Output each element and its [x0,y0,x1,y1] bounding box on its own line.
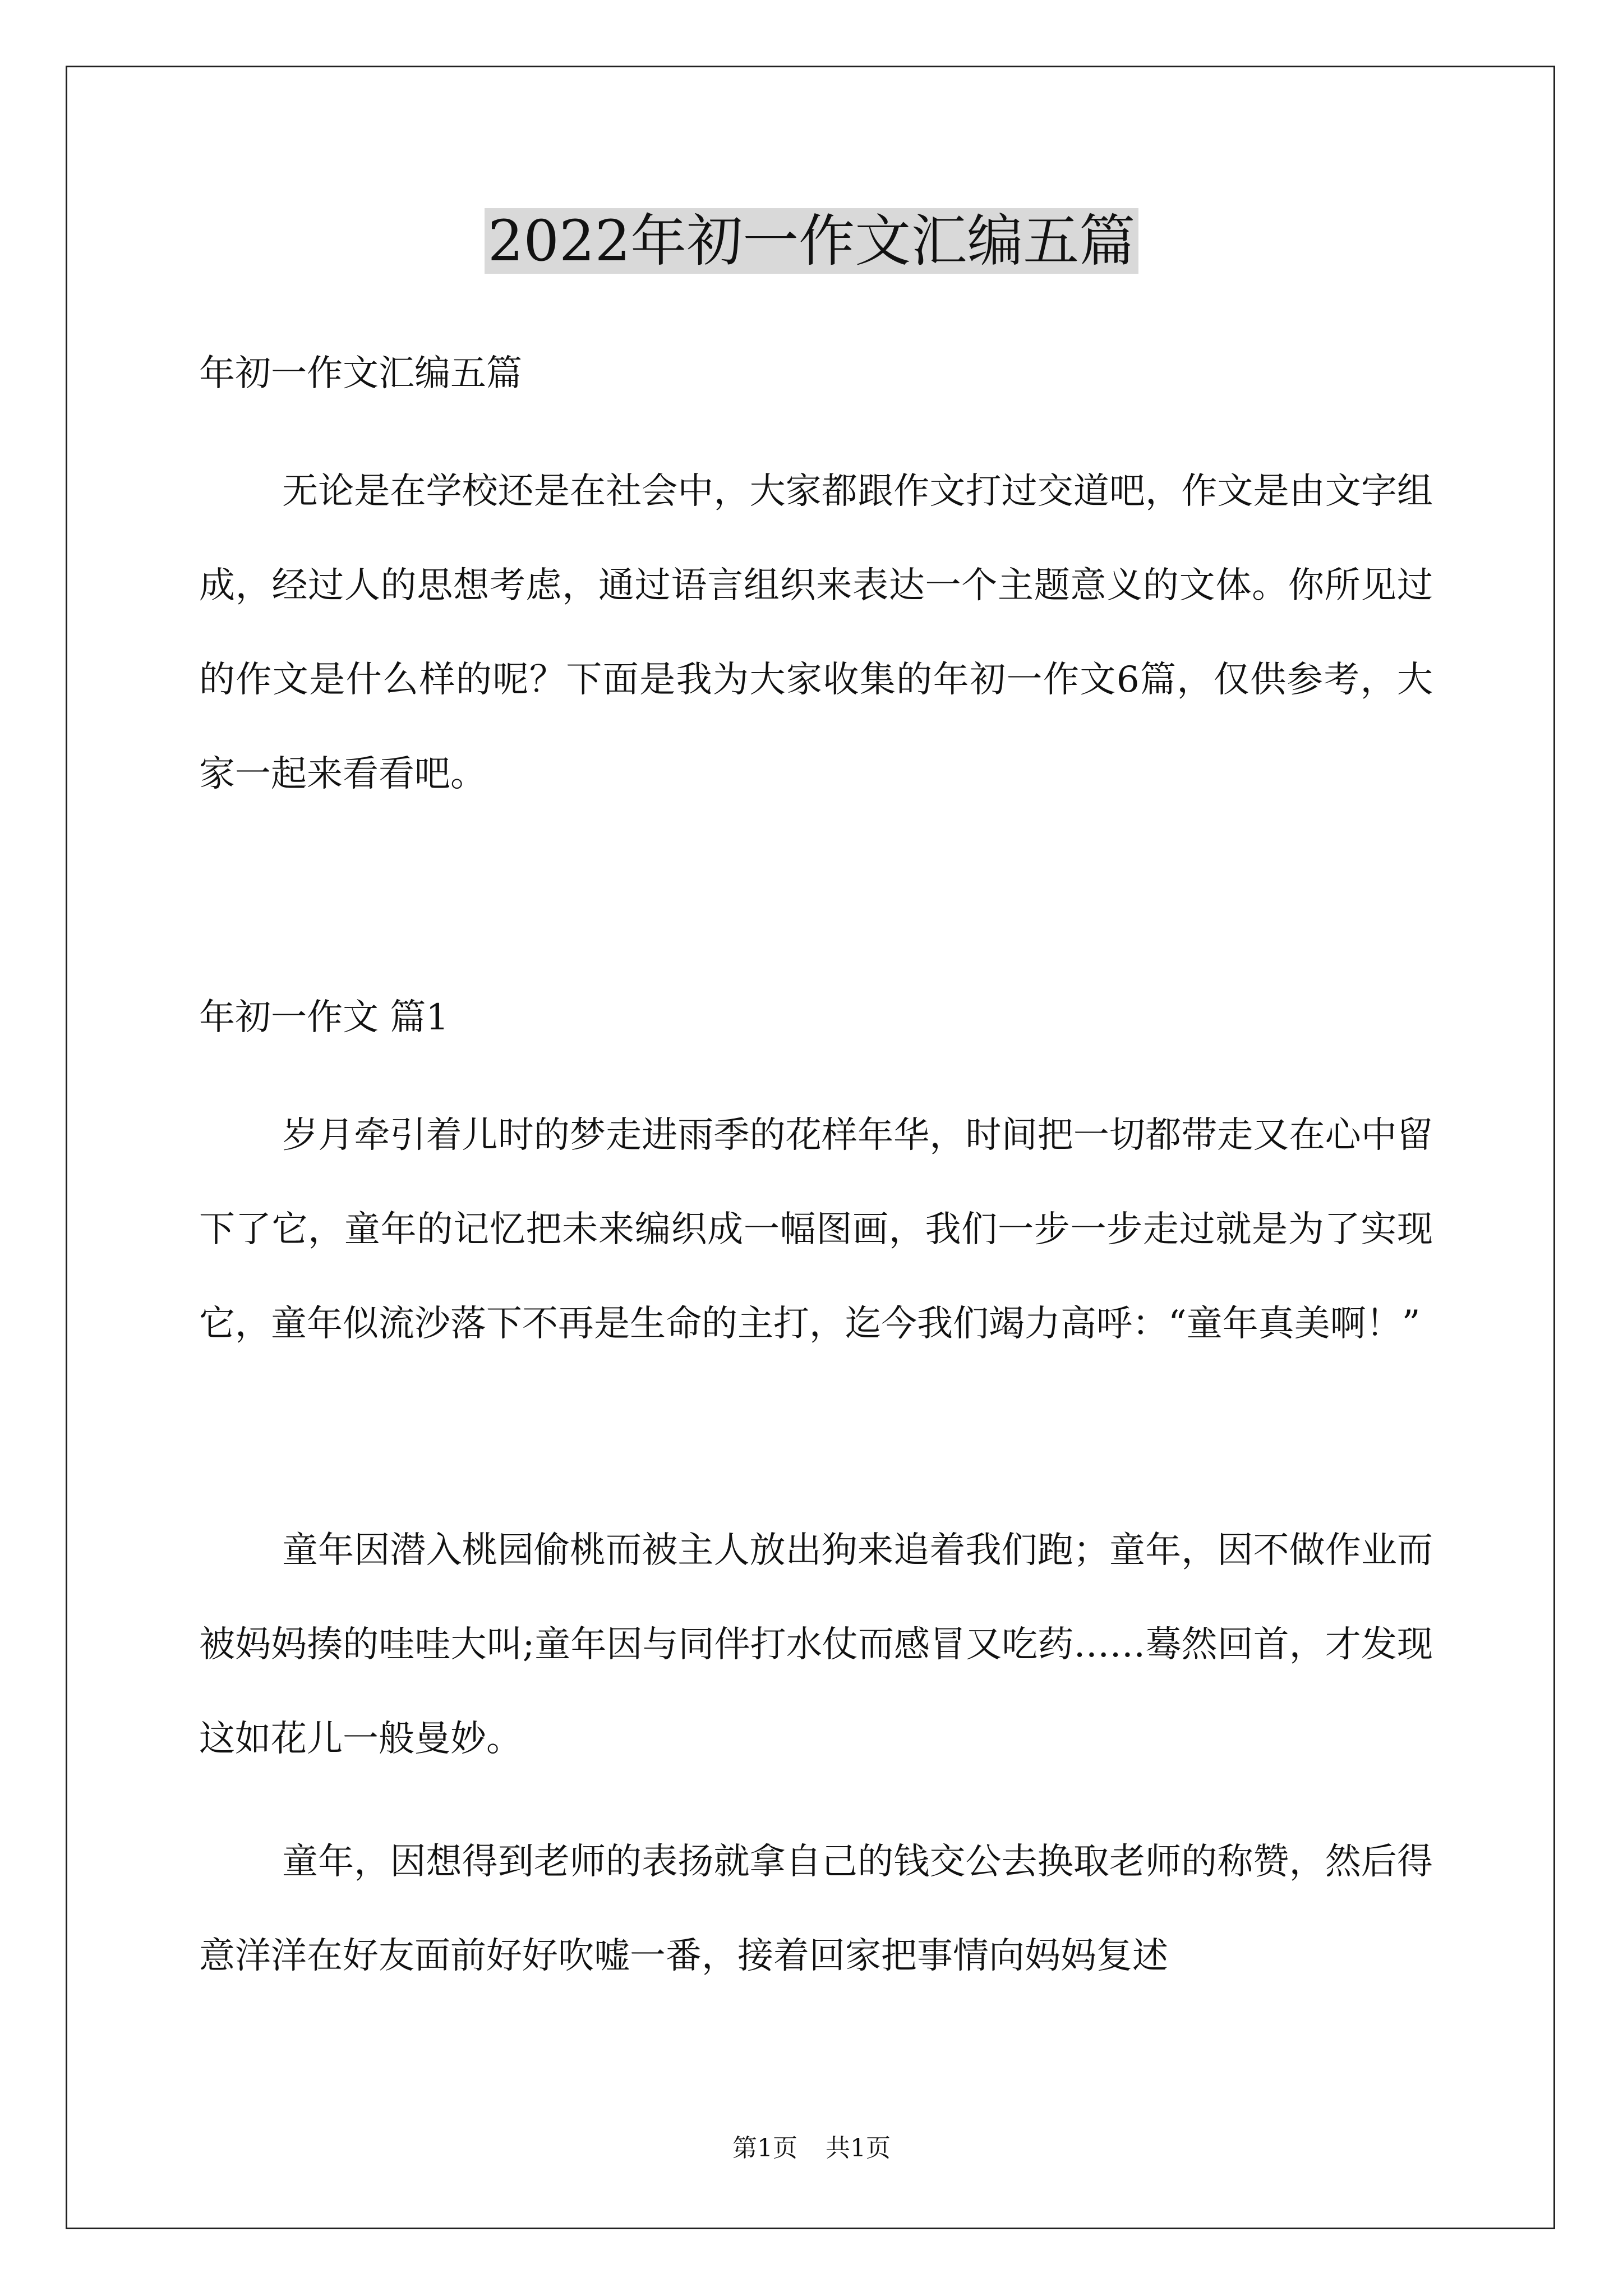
intro-paragraph: 无论是在学校还是在社会中，大家都跟作文打过交道吧，作文是由文字组成，经过人的思想考虑，通过语言组织来表达一个主题意义的文体。你所见过的作文是什么样的呢？下面是我为大家收集的年初一作文6篇，仅供参考，大家一起来看看吧。 [199,471,1433,795]
document-subtitle: 年初一作文汇编五篇 [199,353,522,394]
paragraph-3: 童年，因想得到老师的表扬就拿自己的钱交公去换取老师的称赞，然后得意洋洋在好友面前好好吹嘘一番，接着回家把事情向妈妈复述 [199,1841,1433,1977]
page-footer [0,2132,1623,2165]
page-number: 第1页 [732,2134,797,2162]
section-heading: 年初一作文 篇1 [199,997,449,1038]
document-title [0,199,1623,283]
document-title-text: 2022年初一作文汇编五篇 [485,208,1139,274]
paragraph-2: 童年因潜入桃园偷桃而被主人放出狗来追着我们跑；童年，因不做作业而被妈妈揍的哇哇大叫;童年因与同伴打水仗而感冒又吃药……蓦然回首，才发现这如花儿一般曼妙。 [199,1530,1433,1760]
page-total: 共1页 [826,2134,891,2162]
paragraph-1: 岁月牵引着儿时的梦走进雨季的花样年华，时间把一切都带走又在心中留下了它，童年的记忆把未来编织成一幅图画，我们一步一步走过就是为了实现它，童年似流沙落下不再是生命的主打，迄今我们竭力高呼：“童年真美啊！” [199,1115,1433,1345]
